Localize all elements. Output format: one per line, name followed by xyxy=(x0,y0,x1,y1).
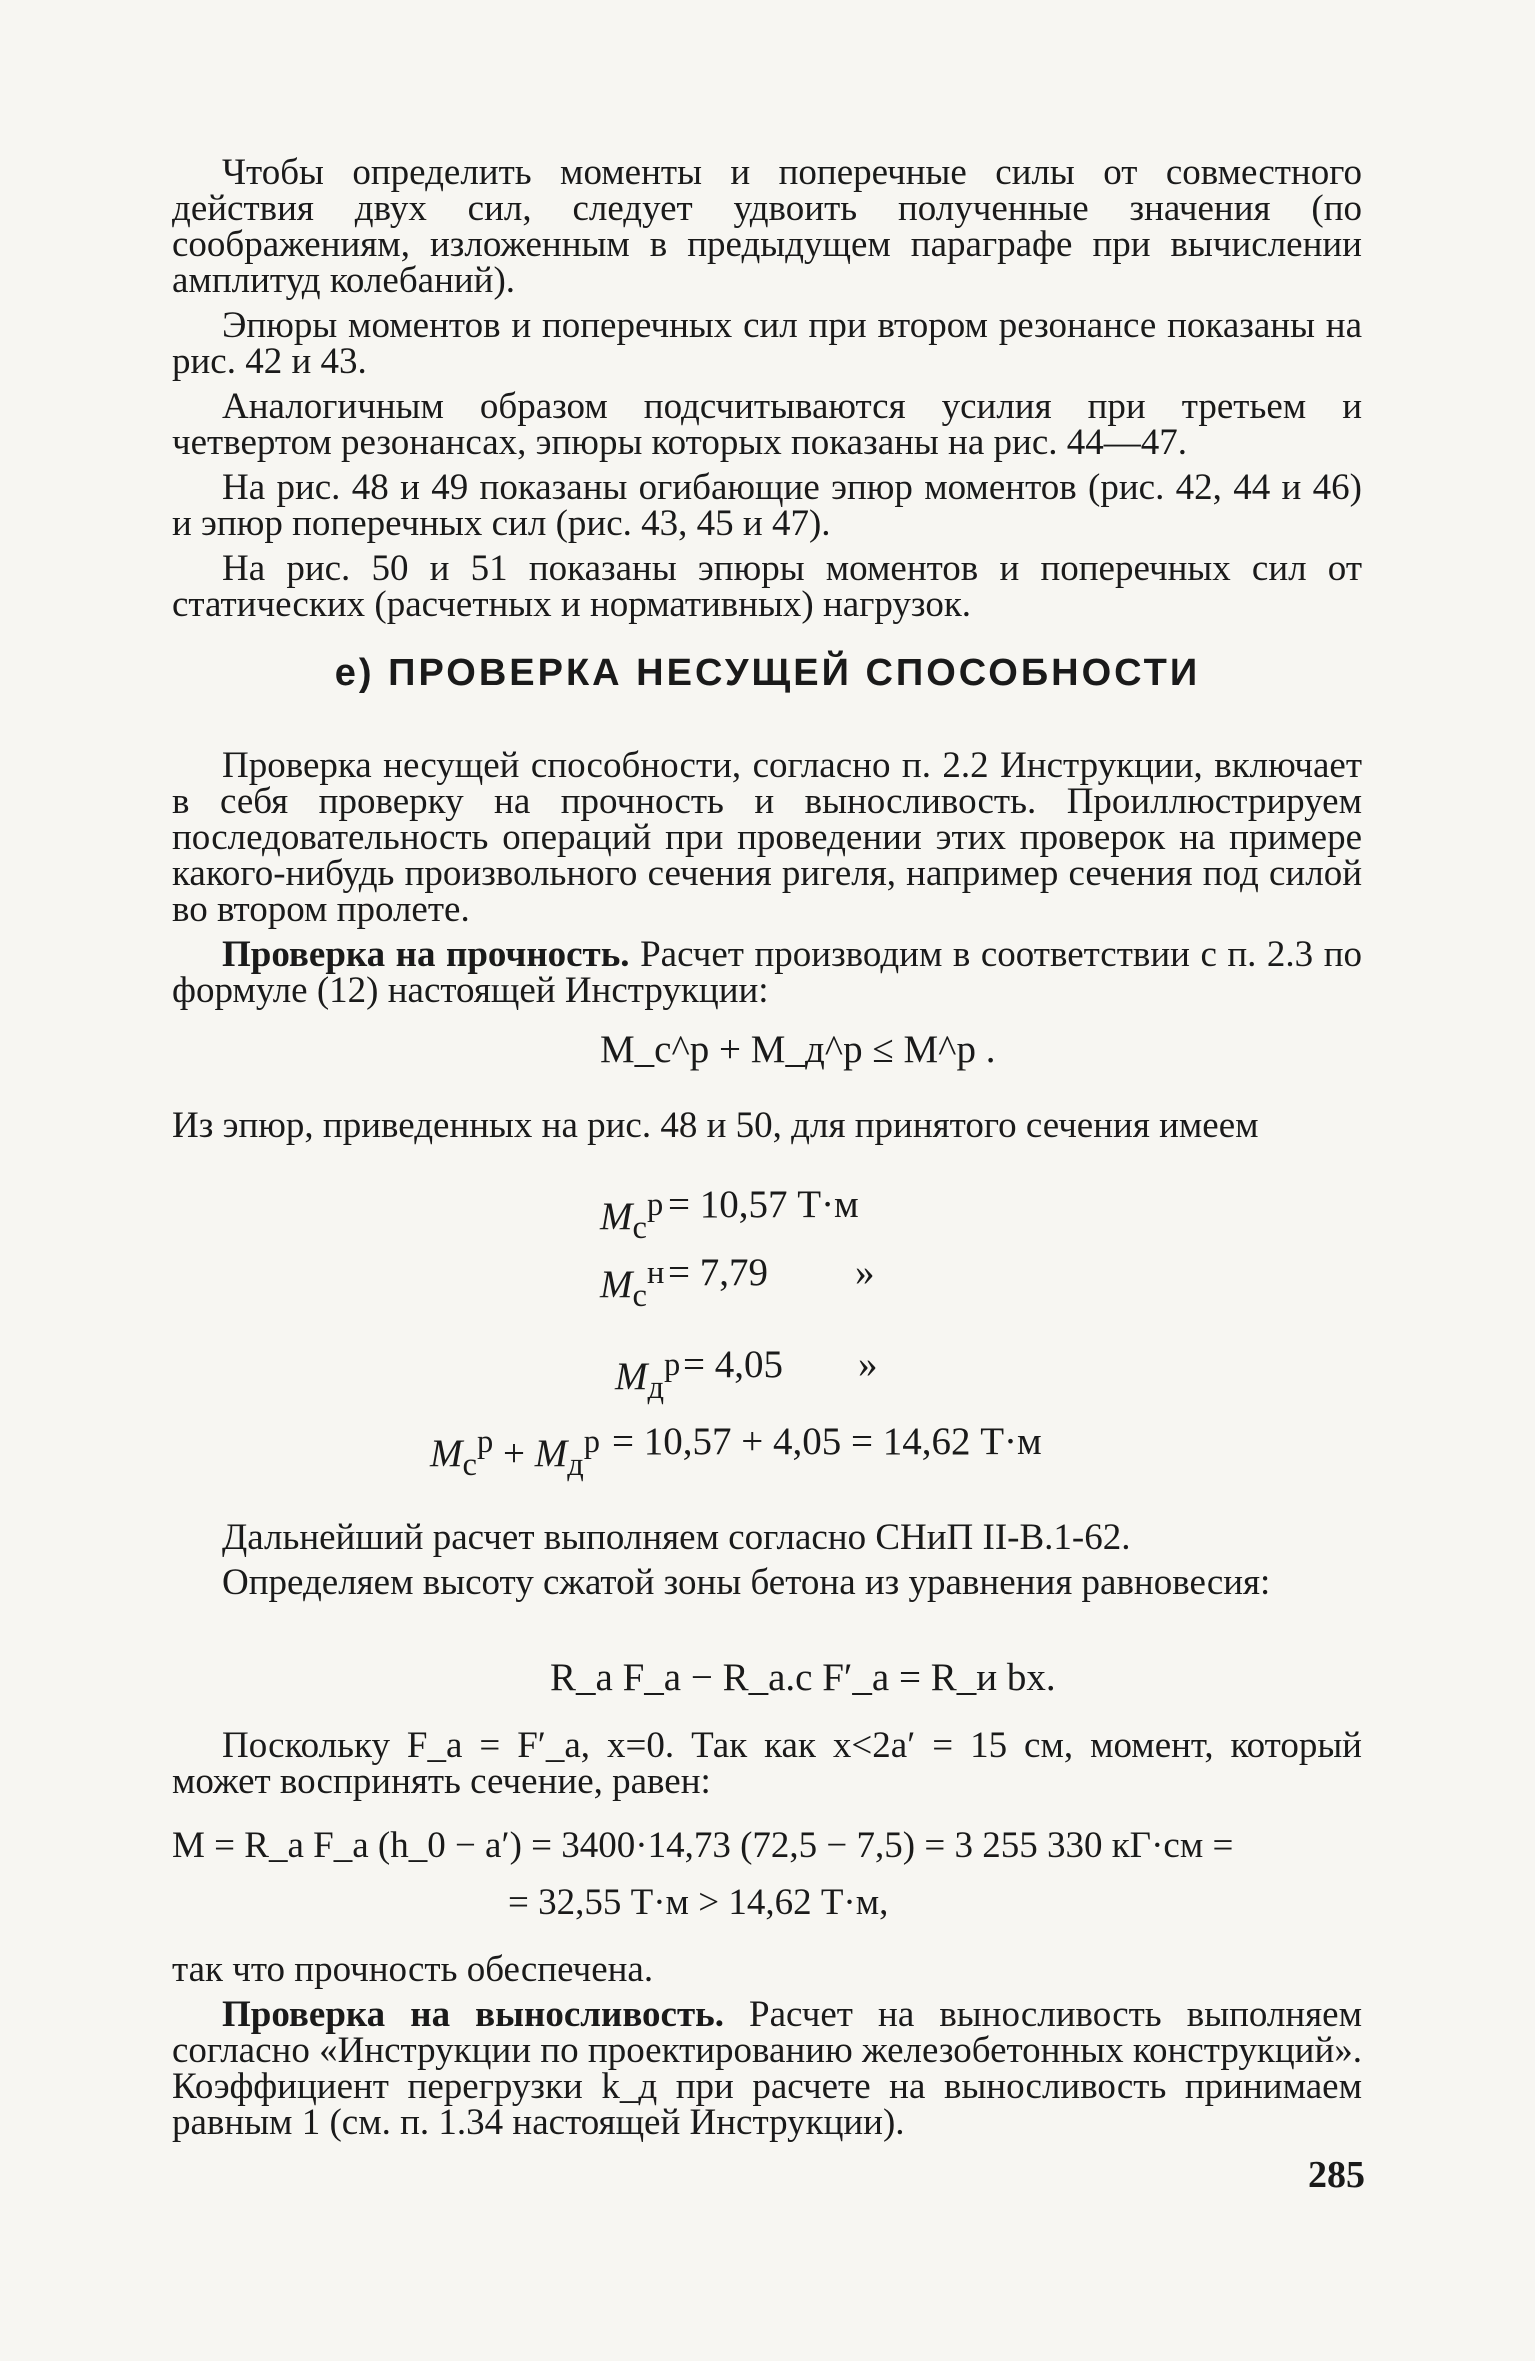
value-sum: = 10,57 + 4,05 = 14,62 Т·м xyxy=(612,1420,1042,1463)
paragraph-height: Определяем высоту сжатой зоны бетона из уравнения равновесия: xyxy=(222,1562,1271,1603)
diagrams-block xyxy=(172,1105,1362,1146)
ditto-mark-1: » xyxy=(855,1251,875,1294)
value-Mc-p: = 10,57 Т·м xyxy=(668,1183,859,1226)
paragraph-intro: Проверка несущей способности, согласно п. 2.2 Инструкции, включает в себя проверку на прочность и выносливость. Проиллюстрируем последовательность операций при проведении этих проверок на примере какого-нибудь произвольного сечения ригеля, например сечения под силой во втором пролете. xyxy=(172,745,1362,930)
strength-heading: Проверка на прочность. xyxy=(222,934,630,975)
section-title: е) ПРОВЕРКА НЕСУЩЕЙ СПОСОБНОСТИ xyxy=(334,652,1201,694)
var-Md-p: $M_д^р$ xyxy=(615,1347,681,1406)
since-block xyxy=(172,1725,1362,1802)
snip-block xyxy=(172,1517,1362,1603)
value-Mc-n: = 7,79 xyxy=(668,1251,768,1294)
endurance-heading: Проверка на выносливость. xyxy=(222,1994,724,2035)
var-sum: $M_с^р + M_д^р$ xyxy=(430,1424,600,1483)
paragraph-strength-ok: так что прочность обеспечена. xyxy=(172,1949,654,1990)
endurance-text: Расчет на выносливость выполняем согласно «Инструкции по проектированию железобетонных конструкций». Коэффициент перегрузки k_д при расчете на выносливость принимаем равным 1 (см. п. 1.34 настоящей Инструкции). xyxy=(172,1994,1362,2143)
paragraph-double-forces: Чтобы определить моменты и поперечные силы от совместного действия двух сил, следует удвоить полученные значения (по соображениям, изложенным в предыдущем параграфе при вычислении амплитуд колебаний). xyxy=(172,152,1362,301)
page-number: 285 xyxy=(1308,2154,1365,2196)
strength-text: Расчет производим в соответствии с п. 2.3 по формуле (12) настоящей Инструкции: xyxy=(172,934,1362,1011)
paragraph-second-resonance: Эпюры моментов и поперечных сил при втором резонансе показаны на рис. 42 и 43. xyxy=(172,305,1362,382)
formula-moment-line1: M = R_а F_а (h_0 − a′) = 3400·14,73 (72,5 − 7,5) = 3 255 330 кГ·см = xyxy=(172,1825,1234,1866)
paragraph-from-diagrams: Из эпюр, приведенных на рис. 48 и 50, для принятого сечения имеем xyxy=(172,1105,1259,1146)
paragraph-third-fourth-resonance: Аналогичным образом подсчитываются усилия при третьем и четвертом резонансах, эпюры которых показаны на рис. 44—47. xyxy=(172,386,1362,463)
top-paragraphs xyxy=(172,152,1362,625)
ditto-mark-2: » xyxy=(858,1343,878,1386)
paragraph-strength xyxy=(172,934,1362,1011)
paragraph-since: Поскольку F_а = F′_а, x=0. Так как x<2a′ = 15 см, момент, который может воспринять сечение, равен: xyxy=(172,1725,1362,1802)
formula-equilibrium: R_а F_а − R_а.с F′_а = R_и bx. xyxy=(550,1656,1056,1699)
intro-block xyxy=(172,745,1362,1011)
formula-moment-line2: = 32,55 Т·м > 14,62 Т·м, xyxy=(508,1882,889,1923)
var-Mc-n: $M_с^н$ xyxy=(600,1255,665,1314)
formula-main: M_с^р + M_д^р ≤ M^р . xyxy=(600,1028,996,1071)
endurance-block xyxy=(172,1949,1362,2143)
var-Mc-p: $M_с^р$ xyxy=(600,1187,664,1246)
paragraph-envelopes: На рис. 48 и 49 показаны огибающие эпюр моментов (рис. 42, 44 и 46) и эпюр поперечных сил (рис. 43, 45 и 47). xyxy=(172,467,1362,544)
paragraph-snip: Дальнейший расчет выполняем согласно СНиП II-В.1-62. xyxy=(222,1517,1131,1558)
value-Md-p: = 4,05 xyxy=(683,1343,783,1386)
paragraph-endurance xyxy=(172,1994,1362,2143)
paragraph-static-loads: На рис. 50 и 51 показаны эпюры моментов и поперечных сил от статических (расчетных и нормативных) нагрузок. xyxy=(172,548,1362,625)
